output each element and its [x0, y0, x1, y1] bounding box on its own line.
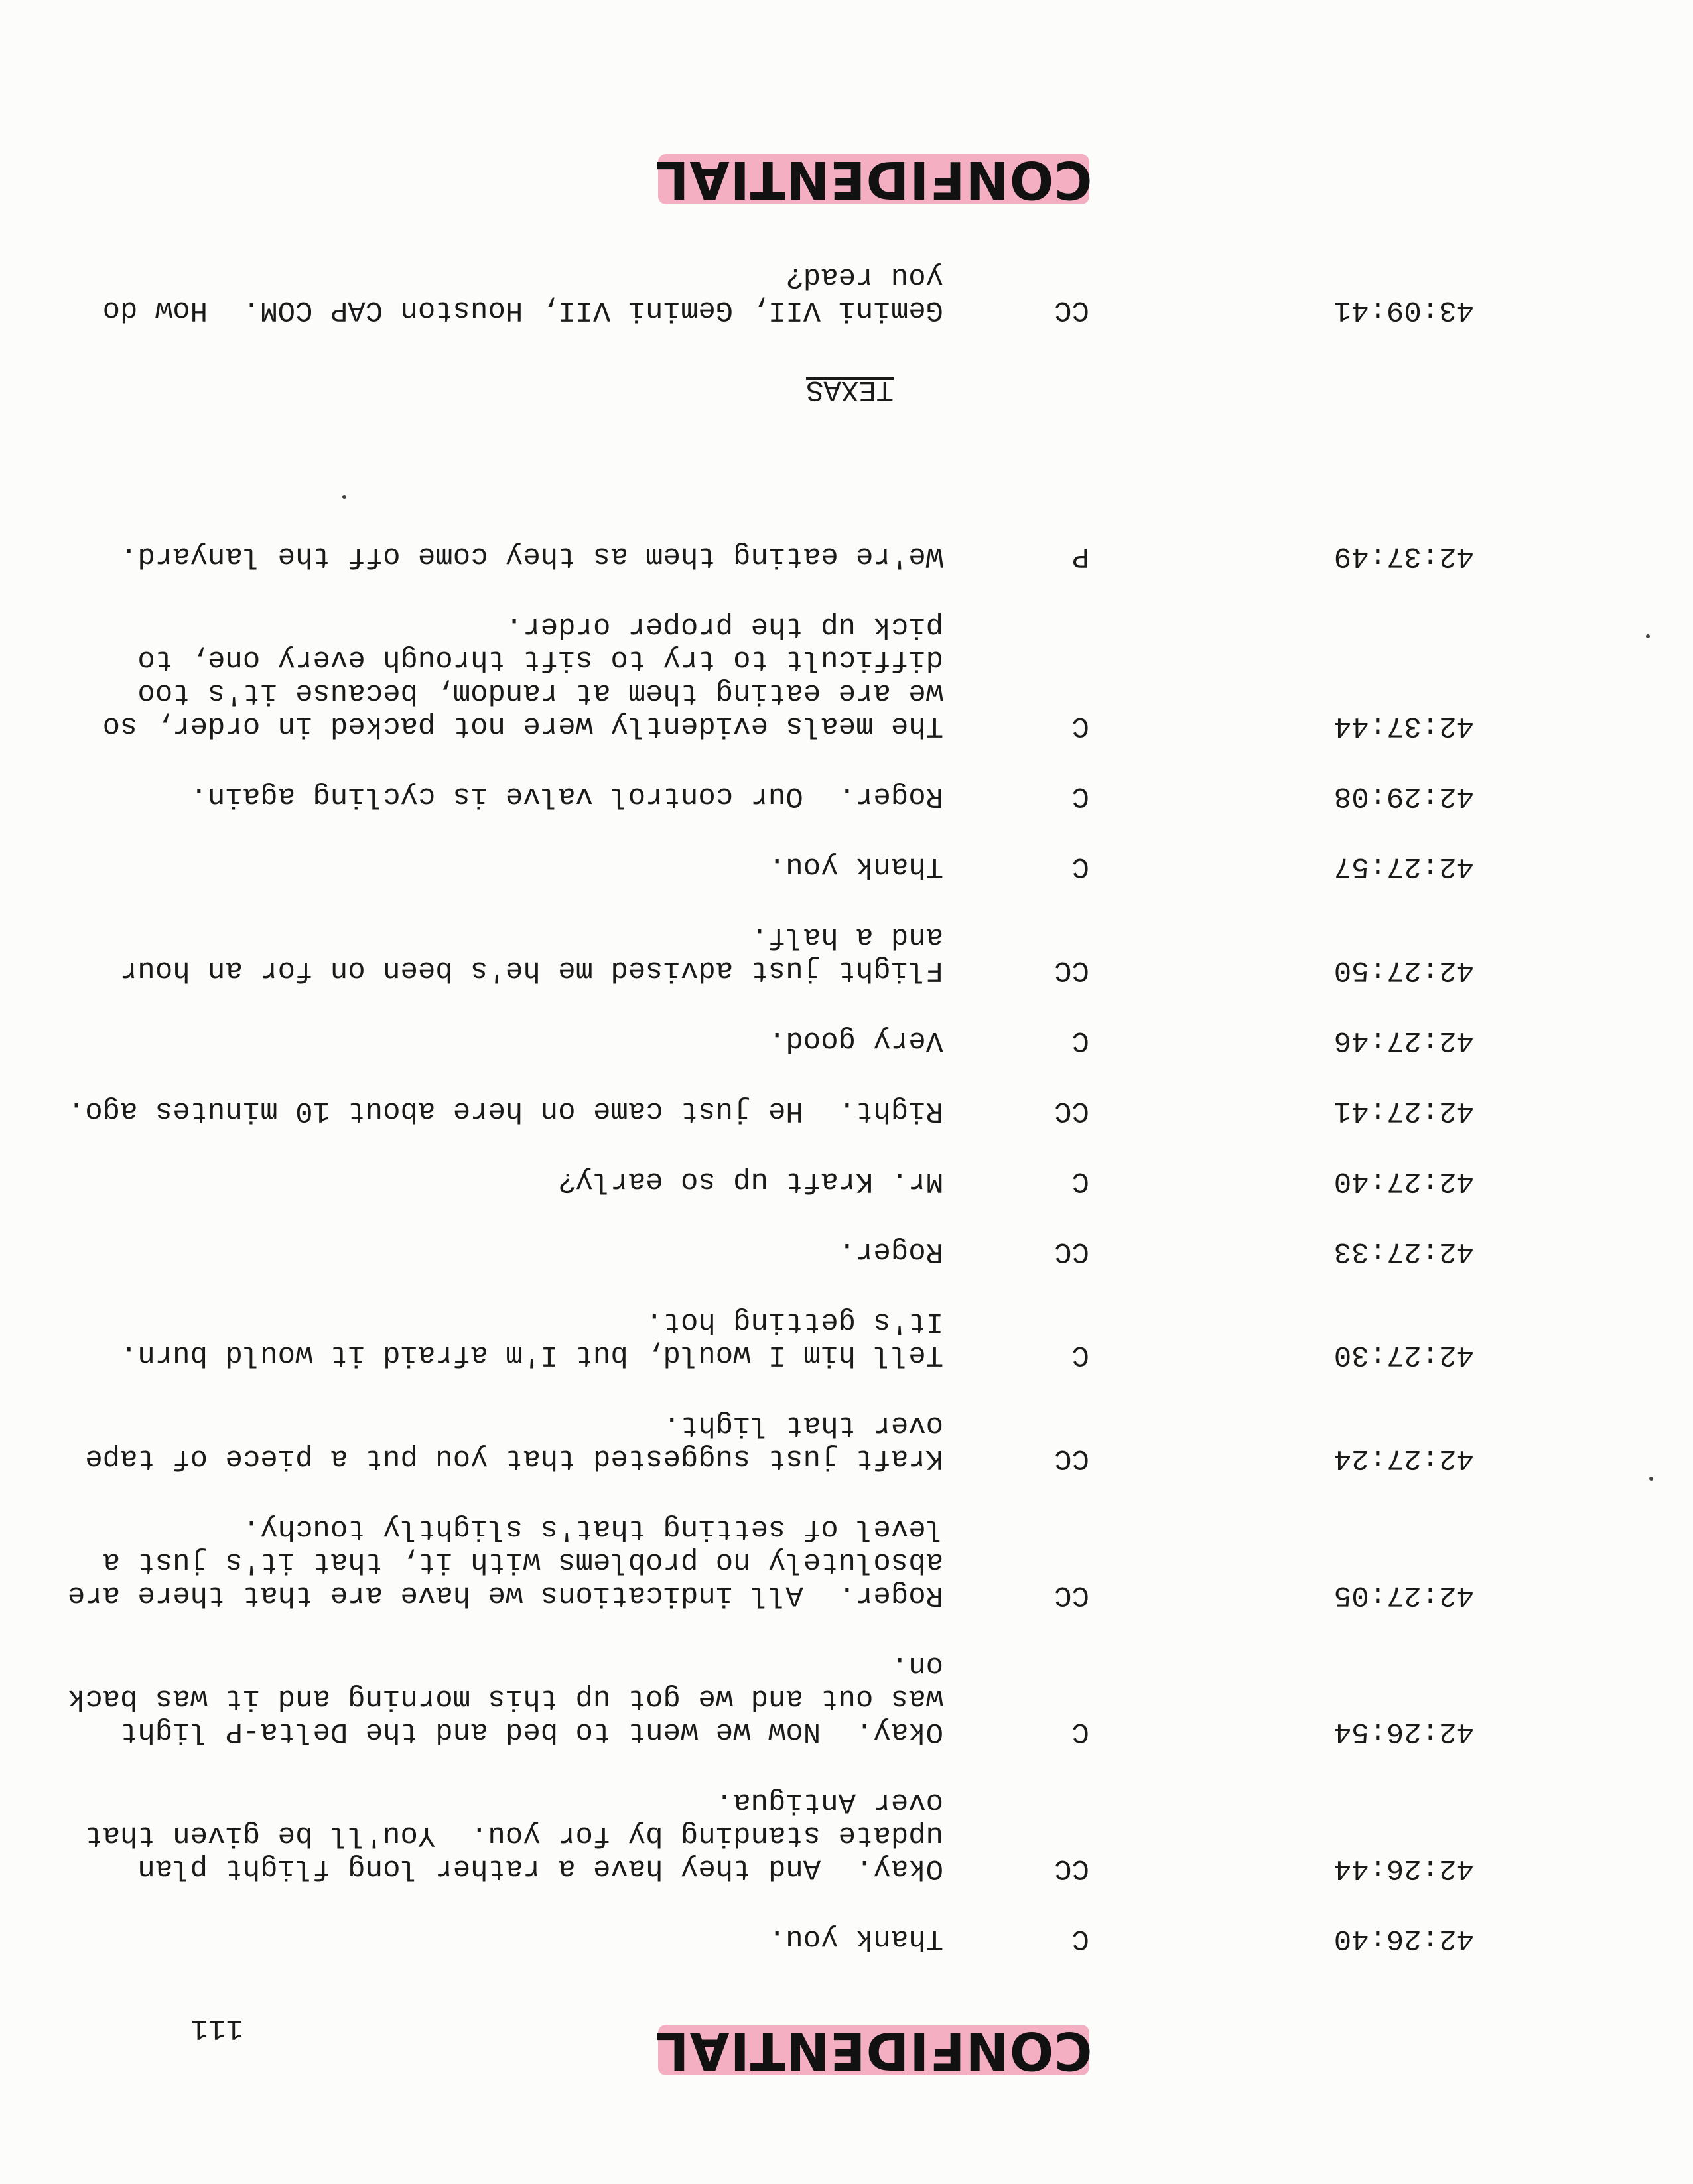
transcript-entry — [67, 1512, 1474, 1611]
speaker-code: CC — [1054, 1442, 1089, 1475]
paper-speck — [342, 495, 346, 499]
utterance-line: We're eating them as they come off the lanyard. — [119, 539, 943, 573]
utterance — [114, 539, 943, 573]
transcript-entry — [102, 610, 1474, 742]
utterance-line: difficult to try to sift through every one, to — [137, 643, 943, 676]
confidential-stamp-bottom — [655, 145, 1093, 214]
transcript-entry — [114, 780, 1474, 813]
utterance-line: Roger. All indications we have are that there are — [67, 1578, 943, 1611]
utterance-line: Roger. Our control valve is cycling again. — [190, 780, 943, 813]
utterance — [68, 1512, 943, 1611]
transcript-entry — [114, 920, 1474, 987]
timestamp: 42:27:46 — [1333, 1024, 1474, 1057]
speaker-code: P — [1071, 539, 1089, 573]
utterance-line: It's getting hot. — [645, 1305, 943, 1338]
speaker-code: C — [1071, 780, 1089, 813]
section-label — [0, 373, 1693, 406]
stamp-text: CONFIDENTIAL — [655, 149, 1093, 209]
speaker-code: C — [1071, 1715, 1089, 1748]
timestamp: 42:26:54 — [1333, 1715, 1474, 1748]
transcript-entry — [114, 1164, 1474, 1197]
transcript-entry — [114, 539, 1474, 573]
utterance-line: you read? — [785, 260, 943, 293]
timestamp: 42:37:49 — [1333, 539, 1474, 573]
confidential-stamp-top — [655, 2015, 1093, 2084]
utterance — [114, 1305, 943, 1371]
utterance-line: absolutely no problems with it, that it's just a — [102, 1545, 943, 1578]
utterance-line: Roger. — [838, 1235, 943, 1268]
timestamp: 42:27:30 — [1333, 1338, 1474, 1371]
paper-speck — [1649, 1477, 1653, 1481]
utterance-line: The meals evidently were not packed in order, so — [102, 709, 943, 742]
transcript-entry — [85, 1785, 1474, 1885]
utterance — [103, 260, 943, 326]
utterance — [85, 1408, 943, 1475]
speaker-code: C — [1071, 850, 1089, 883]
transcript-entry — [67, 1094, 1474, 1127]
timestamp: 42:27:33 — [1333, 1235, 1474, 1268]
utterance-line: Thank you. — [768, 850, 943, 883]
utterance-line: Very good. — [768, 1024, 943, 1057]
utterance-line: over Antigua. — [715, 1785, 943, 1818]
speaker-code: C — [1071, 1338, 1089, 1371]
utterance-line: Okay. And they have a rather long flight plan — [137, 1852, 943, 1885]
utterance — [114, 1922, 943, 1955]
utterance — [68, 1649, 943, 1748]
paper-speck — [1646, 634, 1650, 638]
utterance-line: we are eating them at random, because it's too — [137, 676, 943, 709]
transcript-entry — [114, 1024, 1474, 1057]
timestamp: 42:26:40 — [1333, 1922, 1474, 1955]
timestamp: 42:27:24 — [1333, 1442, 1474, 1475]
transcript-entry — [102, 260, 1474, 326]
speaker-code: C — [1071, 1024, 1089, 1057]
speaker-code: CC — [1054, 1852, 1089, 1885]
stamp-text: CONFIDENTIAL — [655, 2020, 1093, 2080]
utterance — [114, 1024, 943, 1057]
section-label-text: TEXAS — [805, 373, 894, 406]
utterance-line: and a half. — [750, 920, 943, 953]
utterance — [114, 850, 943, 883]
speaker-code: CC — [1054, 1094, 1089, 1127]
speaker-code: C — [1071, 709, 1089, 742]
utterance-line: Gemini VII, Gemini VII, Houston CAP COM. How do — [102, 293, 943, 326]
speaker-code: CC — [1054, 1235, 1089, 1268]
transcript — [67, 502, 1474, 1955]
page-number: 111 — [190, 2012, 243, 2045]
timestamp: 42:27:05 — [1333, 1578, 1474, 1611]
utterance-line: Kraft just suggested that you put a piece of tape — [85, 1442, 943, 1475]
utterance-line: Thank you. — [768, 1922, 943, 1955]
utterance-line: pick up the proper order. — [505, 610, 943, 643]
transcript-entry — [67, 1649, 1474, 1748]
utterance-line: Mr. Kraft up so early? — [558, 1164, 943, 1197]
timestamp: 42:37:44 — [1333, 709, 1474, 742]
utterance-line: was out and we got up this morning and it was back — [67, 1682, 943, 1715]
utterance — [114, 920, 943, 987]
utterance — [114, 1235, 943, 1268]
utterance — [68, 1094, 943, 1127]
utterance — [114, 780, 943, 813]
utterance-line: Okay. Now we went to bed and the Delta-P light — [119, 1715, 943, 1748]
transcript-entry — [114, 1235, 1474, 1268]
timestamp: 42:27:41 — [1333, 1094, 1474, 1127]
timestamp: 42:27:57 — [1333, 850, 1474, 883]
transcript-entry — [85, 1408, 1474, 1475]
timestamp: 42:27:50 — [1333, 953, 1474, 987]
utterance-line: update standing by for you. You'll be given that — [85, 1818, 943, 1852]
utterance-line: Right. He just came on here about 10 minutes ago. — [67, 1094, 943, 1127]
speaker-code: CC — [1054, 293, 1089, 326]
utterance — [85, 1785, 943, 1885]
timestamp: 42:29:08 — [1333, 780, 1474, 813]
speaker-code: C — [1071, 1164, 1089, 1197]
speaker-code: C — [1071, 1922, 1089, 1955]
utterance-line: Flight just advised me he's been on for an hour — [119, 953, 943, 987]
last-entry — [102, 223, 1474, 326]
transcript-entry — [114, 1922, 1474, 1955]
utterance-line: over that light. — [663, 1408, 943, 1442]
transcript-entry — [114, 1305, 1474, 1371]
timestamp: 43:09:41 — [1333, 293, 1474, 326]
utterance-line: level of setting that's slightly touchy. — [242, 1512, 943, 1545]
utterance-line: Tell him I would, but I'm afraid it would burn. — [119, 1338, 943, 1371]
timestamp: 42:27:40 — [1333, 1164, 1474, 1197]
speaker-code: CC — [1054, 1578, 1089, 1611]
utterance — [103, 610, 943, 742]
timestamp: 42:26:44 — [1333, 1852, 1474, 1885]
transcript-entry — [114, 850, 1474, 883]
utterance — [114, 1164, 943, 1197]
utterance-line: on. — [890, 1649, 943, 1682]
speaker-code: CC — [1054, 953, 1089, 987]
